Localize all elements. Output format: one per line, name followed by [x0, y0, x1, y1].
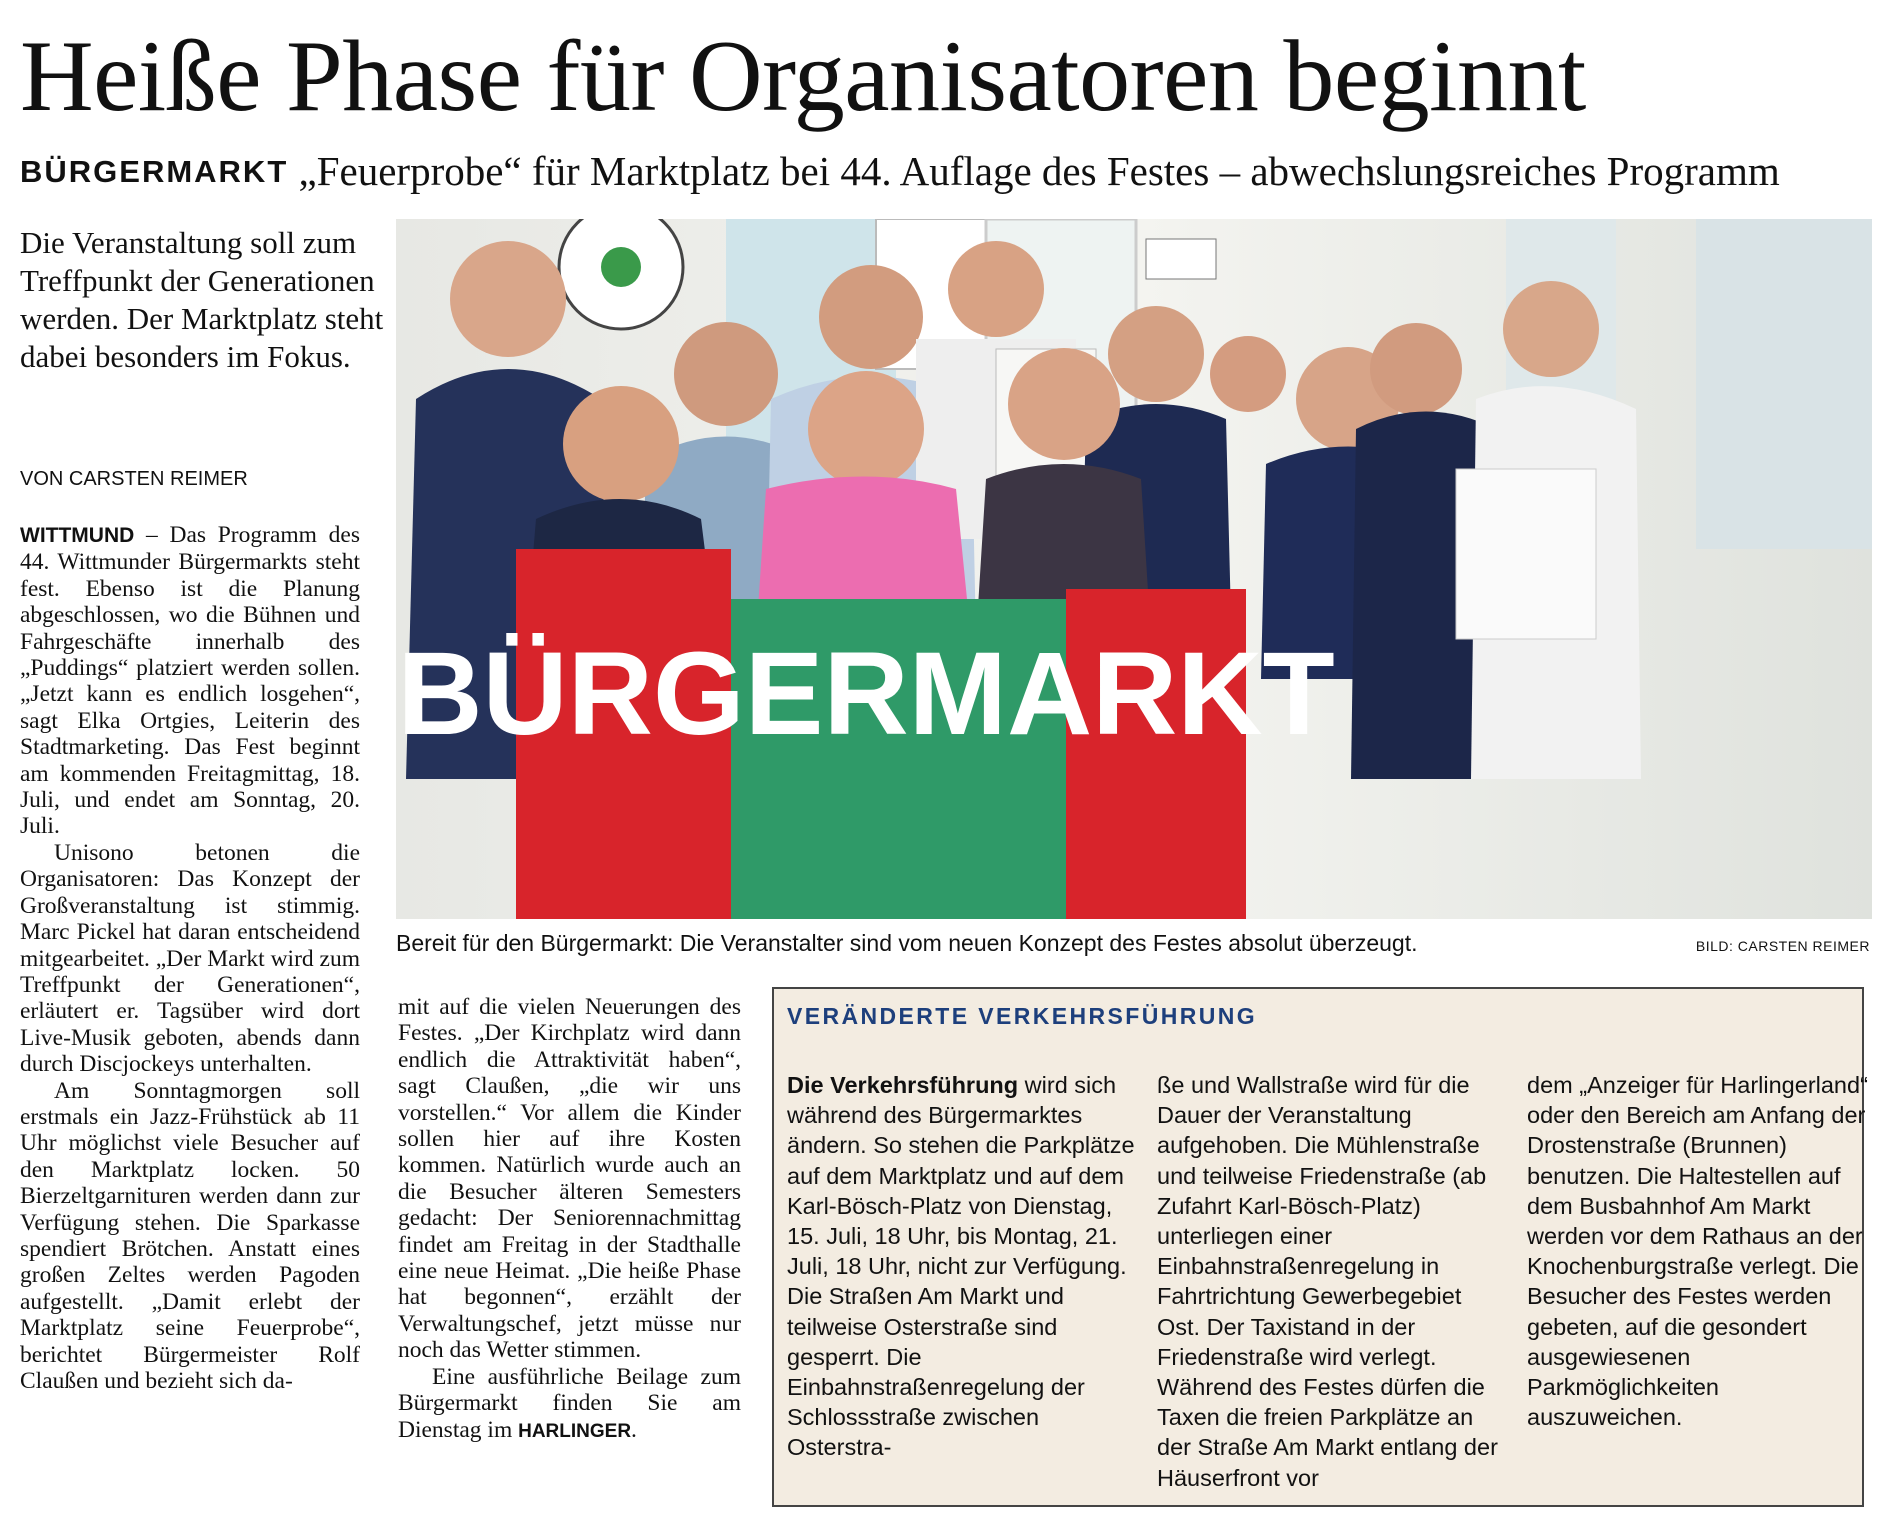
- info-box: [772, 987, 1868, 1507]
- paragraph-end: .: [631, 1416, 637, 1443]
- info-box-title: VERÄNDERTE VERKEHRSFÜHRUNG: [787, 1003, 1258, 1029]
- article-paragraph: [20, 522, 360, 840]
- paragraph-text: – Das Programm des 44. Wittmunder Bürgermarkts steht fest. Ebenso ist die Planung abgeschlossen, wo die Bühnen und Fahrgeschäfte innerhalb des „Puddings“ platziert werden sollen. „Jetzt kann es endlich losgehen“, sagt Elka Ortgies, Leiterin des Stadtmarketing. Das Fest beginnt am kommenden Freitagmittag, 18. Juli, und endet am Sonntag, 20. Juli.: [20, 522, 360, 840]
- subheadline: [20, 146, 1870, 197]
- banner-text: BÜRGERMARKT: [397, 628, 1335, 760]
- info-box-column-1: [787, 1070, 1137, 1463]
- paragraph-text: Eine ausführliche Beilage zum Bürgermarkt finden Sie am Dienstag im: [398, 1363, 741, 1443]
- kicker: BÜRGERMARKT: [20, 154, 289, 189]
- photo-caption: Bereit für den Bürgermarkt: Die Veranstalter sind vom neuen Konzept des Festes absolut überzeugt.: [396, 930, 1418, 956]
- info-paragraph: dem „Anzeiger für Harlingerland“ oder den Bereich am Anfang der Drostenstraße (Brunnen) benutzen. Die Haltestellen auf dem Busbahnhof Am Markt werden vor dem Rathaus an der Knochenburgstraße verlegt. Die Besucher des Festes werden gebeten, auf die gesondert ausgewiesenen Parkmöglichkeiten auszuweichen.: [1527, 1072, 1868, 1431]
- photo: [396, 219, 1872, 919]
- article-column-2: [398, 994, 741, 1445]
- info-text: wird sich während des Bürgermarktes ändern. So stehen die Parkplätze auf dem Marktplatz und auf dem Karl-Bösch-Platz von Dienstag, 15. Juli, 18 Uhr, bis Montag, 21. Juli, 18 Uhr, nicht zur Verfügung. Die Straßen Am Markt und teilweise Osterstraße sind gesperrt. Die Einbahnstraßenregelung der Schlossstraße zwischen Osterstra-: [787, 1072, 1135, 1461]
- info-box-column-3: [1527, 1070, 1877, 1432]
- harlinger-brand: HARLINGER: [518, 1420, 632, 1442]
- article-column-1: [20, 522, 360, 1394]
- article-paragraph: Unisono betonen die Organisatoren: Das Konzept der Großveranstaltung ist stimmig. Marc Pickel hat daran entscheidend mitgearbeitet. „Der Markt wird zum Treffpunkt der Generationen“, erläutert er. Tagsüber wird dort Live-Musik geboten, abends dann durch Discjockeys unterhalten.: [20, 839, 360, 1078]
- article-paragraph: [398, 1364, 741, 1445]
- subheadline-text: „Feuerprobe“ für Marktplatz bei 44. Auflage des Festes – abwechslungsreiches Programm: [298, 148, 1780, 194]
- info-paragraph: [787, 1070, 1137, 1463]
- photo-credit: BILD: CARSTEN REIMER: [1695, 938, 1870, 954]
- teaser: Die Veranstaltung soll zum Treffpunkt der Generationen werden. Der Marktplatz steht dabei besonders im Fokus.: [20, 225, 384, 374]
- info-paragraph: ße und Wallstraße wird für die Dauer der Veranstaltung aufgehoben. Die Mühlenstraße und teilweise Friedenstraße (ab Zufahrt Karl-Bösch-Platz) unterliegen einer Einbahnstraßenregelung in Fahrtrichtung Gewerbegebiet Ost. Der Taxistand in der Friedenstraße wird verlegt. Während des Festes dürfen die Taxen die freien Parkplätze an der Straße Am Markt entlang der Häuserfront vor: [1157, 1072, 1498, 1491]
- headline: Heiße Phase für Organisatoren beginnt: [20, 20, 1586, 133]
- byline: VON CARSTEN REIMER: [20, 468, 248, 490]
- info-box-column-2: [1157, 1070, 1507, 1493]
- article-paragraph: mit auf die vielen Neuerungen des Festes. „Der Kirchplatz wird dann endlich die Attraktivität haben“, sagt Claußen, „die wir uns vorstellen.“ Vor allem die Kinder sollen hier auf ihre Kosten kommen. Natürlich wurde auch an die Besucher älteren Semesters gedacht: Der Seniorennachmittag findet am Freitag in der Stadthalle eine neue Heimat. „Die heiße Phase hat begonnen“, erzählt der Verwaltungschef, jetzt müsse nur noch das Wetter stimmen.: [398, 994, 741, 1364]
- dateline: WITTMUND: [20, 524, 135, 547]
- article-paragraph: Am Sonntagmorgen soll erstmals ein Jazz-Frühstück ab 11 Uhr möglichst viele Besucher auf den Marktplatz locken. 50 Bierzeltgarnituren werden dann zur Verfügung stehen. Die Sparkasse spendiert Brötchen. Anstatt eines großen Zeltes werden Pagoden aufgestellt. „Damit erlebt der Marktplatz seine Feuerprobe“, berichtet Bürgermeister Rolf Claußen und bezieht sich da-: [20, 1077, 360, 1394]
- info-lead: Die Verkehrsführung: [787, 1072, 1019, 1098]
- group-photo-illustration: [396, 219, 1872, 919]
